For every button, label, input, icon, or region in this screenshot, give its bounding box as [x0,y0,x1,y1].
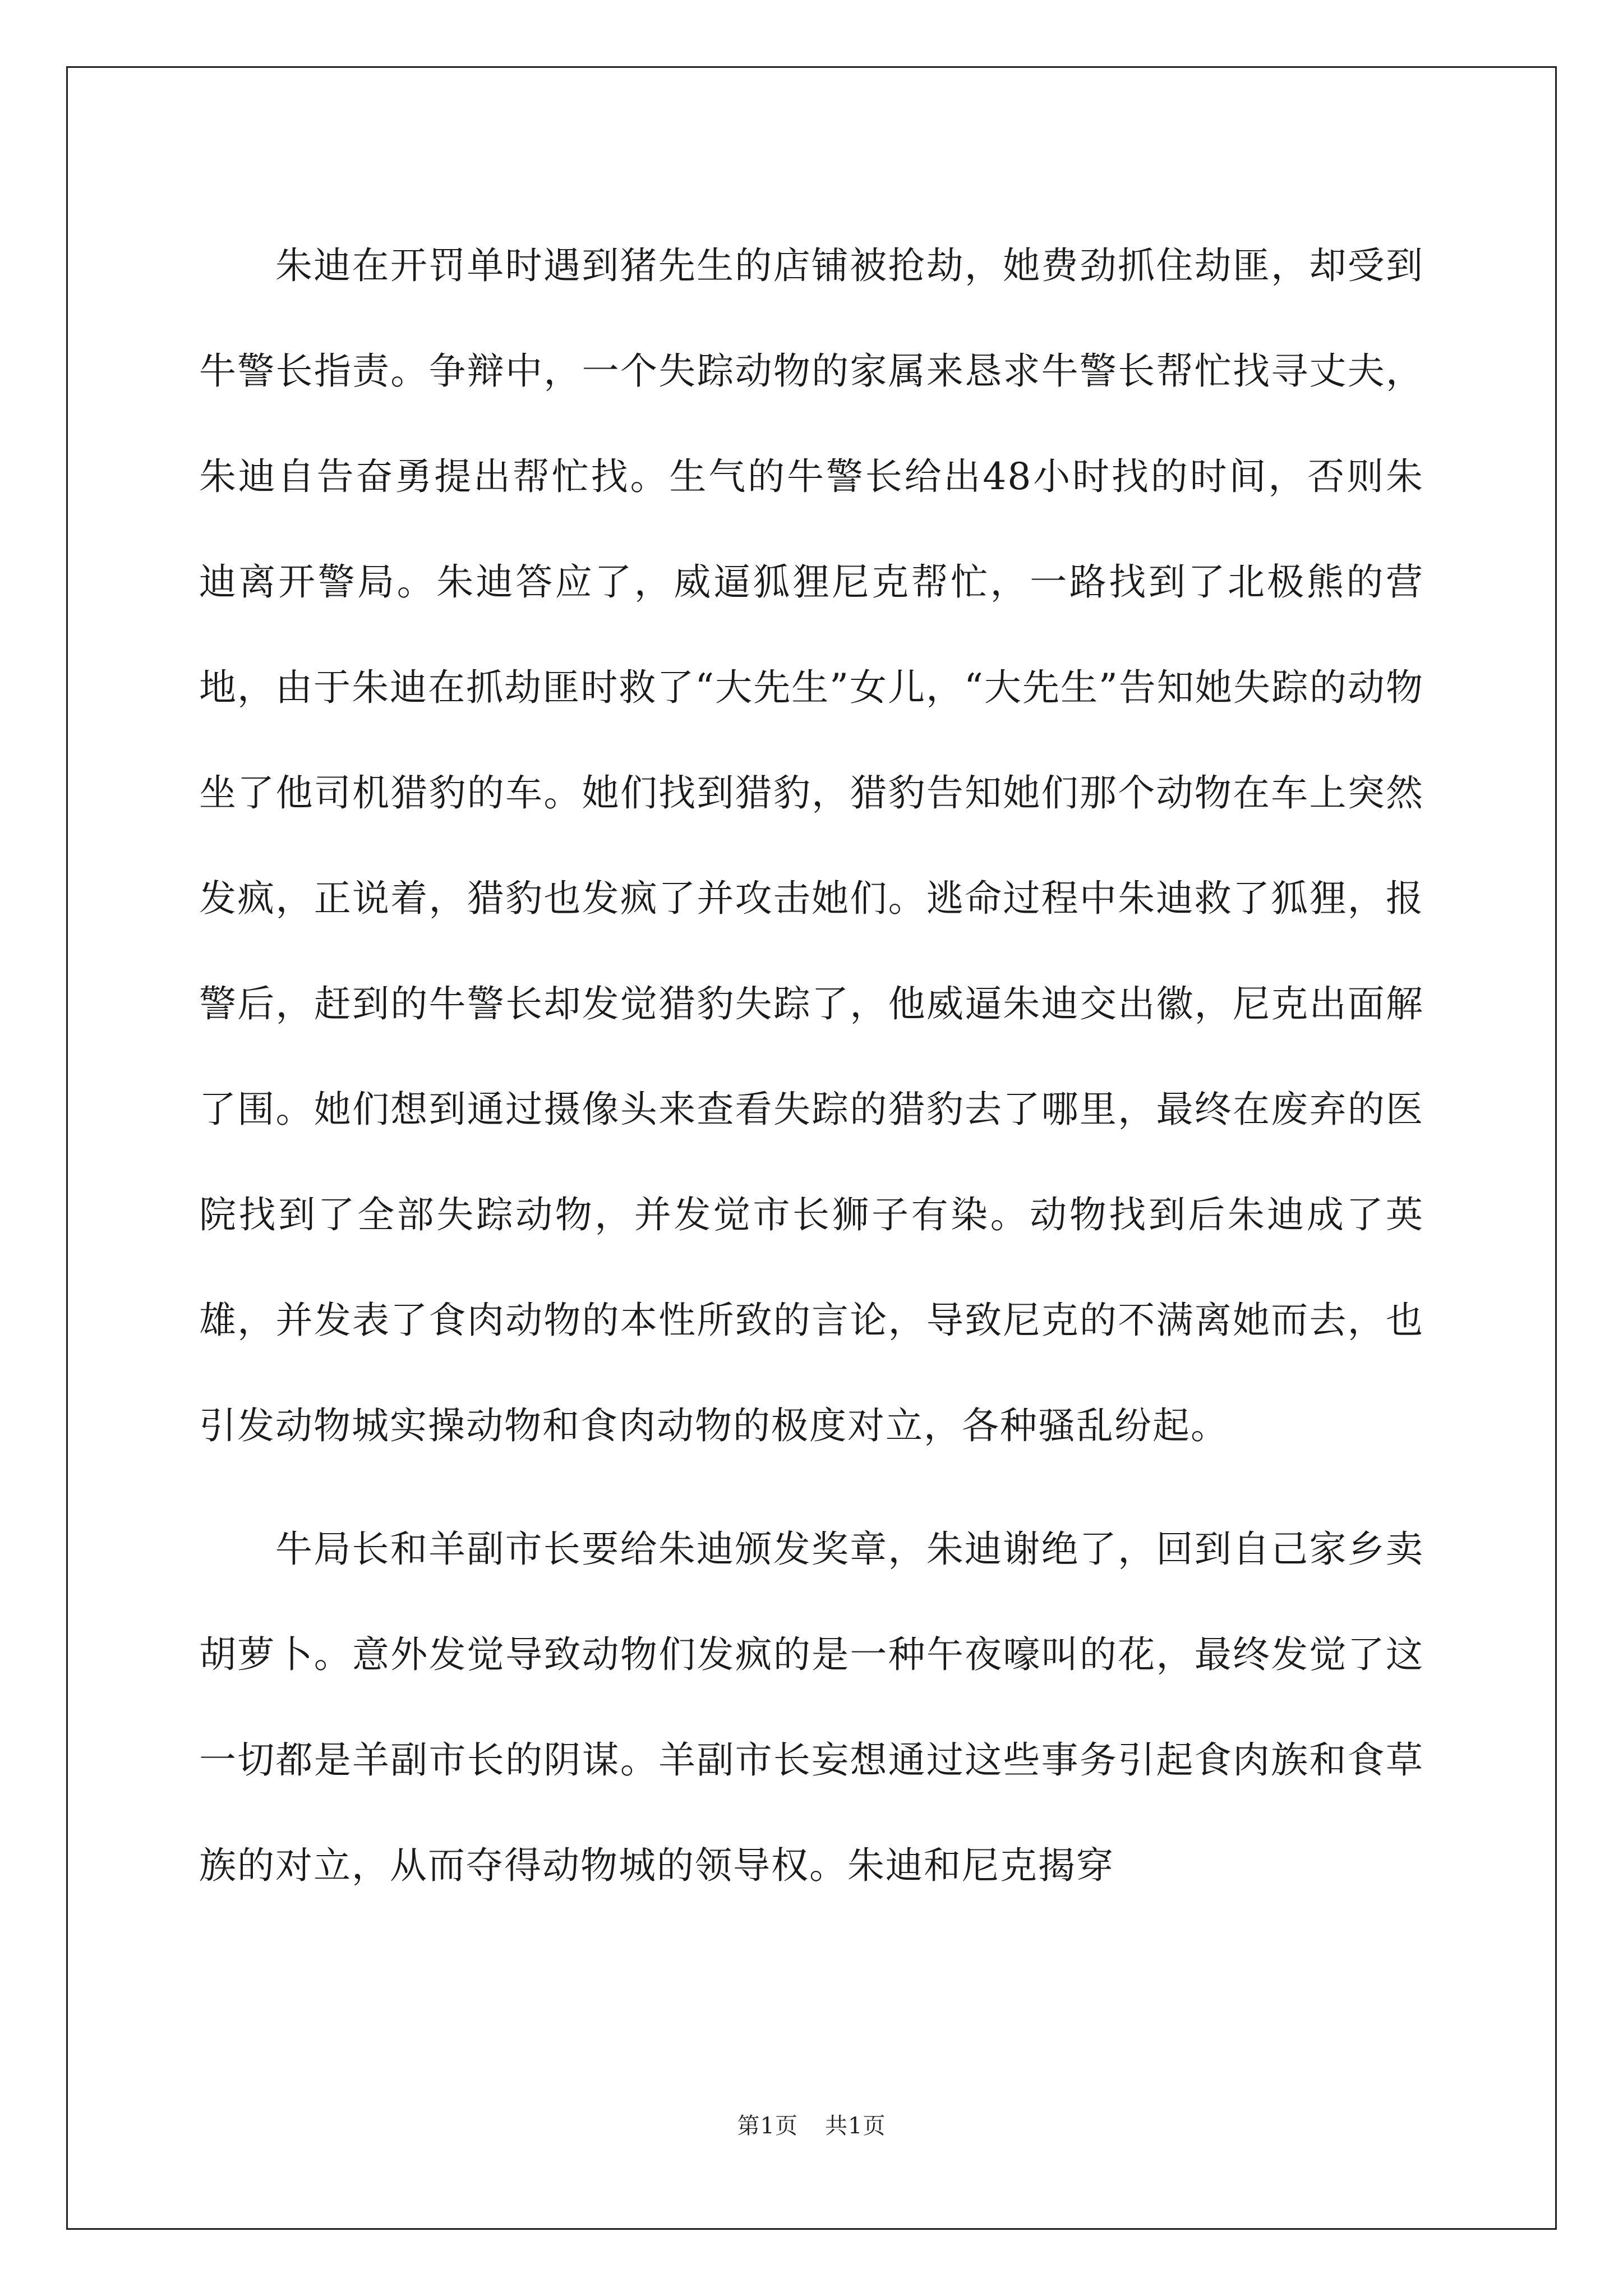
paragraph-1: 朱迪在开罚单时遇到猪先生的店铺被抢劫，她费劲抓住劫匪，却受到牛警长指责。争辩中，一个失踪动物的家属来恳求牛警长帮忙找寻丈夫，朱迪自告奋勇提出帮忙找。生气的牛警长给出48小时找的时间，否则朱迪离开警局。朱迪答应了，威逼狐狸尼克帮忙，一路找到了北极熊的营地，由于朱迪在抓劫匪时救了“大先生”女儿，“大先生”告知她失踪的动物坐了他司机猎豹的车。她们找到猎豹，猎豹告知她们那个动物在车上突然发疯，正说着，猎豹也发疯了并攻击她们。逃命过程中朱迪救了狐狸，报警后，赶到的牛警长却发觉猎豹失踪了，他威逼朱迪交出徽，尼克出面解了围。她们想到通过摄像头来查看失踪的猎豹去了哪里，最终在废弃的医院找到了全部失踪动物，并发觉市长狮子有染。动物找到后朱迪成了英雄，并发表了食肉动物的本性所致的言论，导致尼克的不满离她而去，也引发动物城实操动物和食肉动物的极度对立，各种骚乱纷起。 [199,244,1424,1447]
page-total: 共1页 [825,2113,886,2139]
document-body [199,213,1424,1918]
paragraph-2: 牛局长和羊副市长要给朱迪颁发奖章，朱迪谢绝了，回到自己家乡卖胡萝卜。意外发觉导致动物们发疯的是一种午夜嚎叫的花，最终发觉了这一切都是羊副市长的阴谋。羊副市长妄想通过这些事务引起食肉族和食草族的对立，从而夺得动物城的领导权。朱迪和尼克揭穿 [199,1527,1424,1887]
page-number: 第1页 [737,2113,798,2139]
page-footer [0,2108,1623,2140]
